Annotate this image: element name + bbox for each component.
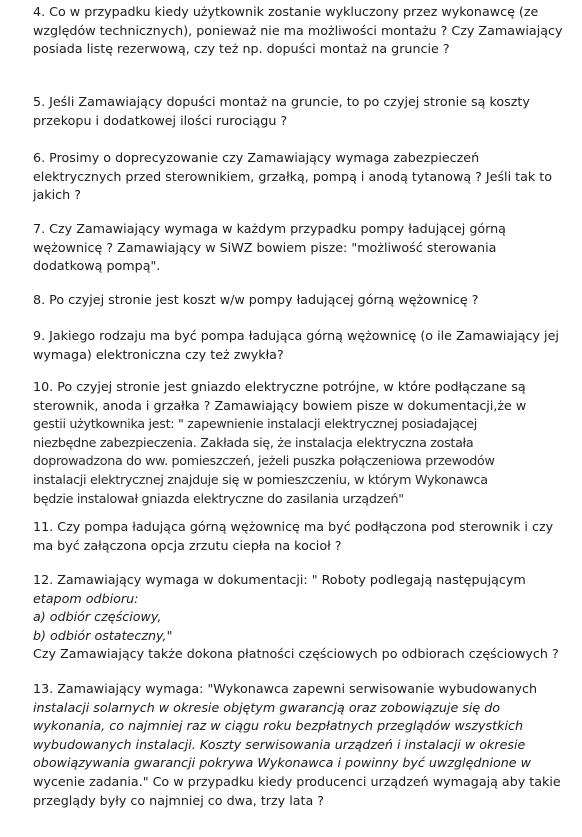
text-line: Czy Zamawiający także dokona płatności częściowych po odbiorach częściowych ? bbox=[33, 646, 559, 662]
text-line: sterownik, anoda i grzałka ? Zamawiający bowiem pisze w dokumentacji,że w bbox=[33, 397, 527, 413]
quoted-text-line: niezbędne zabezpieczenia. Zakłada się, że instalacja elektryczna została bbox=[33, 434, 474, 450]
question-9 bbox=[33, 327, 573, 364]
text-line: elektrycznych przed sterownikiem, grzałką, pompą i anodą tytanową ? Jeśli tak to bbox=[33, 168, 553, 184]
text-line: 8. Po czyjej stronie jest koszt w/w pompy ładującej górną wężownicę ? bbox=[33, 292, 479, 307]
quoted-text-line: instalacji elektrycznej znajduje się w pomieszczeniu, w którym Wykonawca bbox=[33, 471, 488, 487]
text-line: wymaga) elektroniczna czy też zwykła? bbox=[33, 346, 284, 362]
italic-text-line: wykonania, co najmniej raz w ciągu roku bezpłatnych przeglądów wszystkich bbox=[33, 718, 524, 734]
italic-text-line: obowiązywania gwarancji pokrywa Wykonawca i powinny być uwzględnione w bbox=[33, 755, 532, 771]
text-line: 7. Czy Zamawiający wymaga w każdym przypadku pompy ładującej górną bbox=[33, 221, 506, 236]
text-line: jakich ? bbox=[33, 187, 81, 203]
question-8 bbox=[33, 291, 573, 310]
text-line: 11. Czy pompa ładująca górną wężownicę ma być podłączona pod sterownik i czy bbox=[33, 519, 554, 534]
text-line: 5. Jeśli Zamawiający dopuści montaż na gruncie, to po czyjej stronie są koszty bbox=[33, 94, 530, 109]
text-line: 6. Prosimy o doprecyzowanie czy Zamawiający wymaga zabezpieczeń bbox=[33, 150, 480, 165]
italic-text-line: b) odbiór ostateczny," bbox=[33, 627, 173, 643]
text-line: 10. Po czyjej stronie jest gniazdo elektryczne potrójne, w które podłączane są bbox=[33, 379, 526, 394]
text-line: 9. Jakiego rodzaju ma być pompa ładująca górną wężownicę (o ile Zamawiający jej bbox=[33, 328, 559, 343]
italic-text-line: a) odbiór częściowy, bbox=[33, 609, 162, 625]
question-4 bbox=[33, 3, 573, 59]
text-line: przeglądy były co najmniej co dwa, trzy lata ? bbox=[33, 792, 325, 808]
quoted-text-line: gestii użytkownika jest: " zapewnienie instalacji elektrycznej posiadającej bbox=[33, 416, 477, 432]
question-7 bbox=[33, 220, 573, 276]
italic-text-line: wybudowanych instalacji. Koszty serwisowania urządzeń i instalacji w okresie bbox=[33, 736, 526, 752]
text-line bbox=[33, 571, 573, 590]
question-13 bbox=[33, 680, 573, 810]
question-12 bbox=[33, 571, 573, 664]
italic-text-line: etapom odbioru: bbox=[33, 590, 139, 606]
text-line: przekopu i dodatkowej ilości rurociągu ? bbox=[33, 112, 288, 128]
text-line: dodatkową pompą". bbox=[33, 258, 161, 274]
question-11 bbox=[33, 518, 573, 555]
quoted-text-line: doprowadzona do ww. pomieszczeń, jeżeli puszka połączeniowa przewodów bbox=[33, 453, 495, 469]
text-line: 4. Co w przypadku kiedy użytkownik zostanie wykluczony przez wykonawcę (ze bbox=[33, 4, 539, 19]
text-line: 13. Zamawiający wymaga: "Wykonawca zapewni serwisowanie wybudowanych bbox=[33, 681, 538, 696]
italic-text-line: instalacji solarnych w okresie objętym gwarancją oraz zobowiązuje się do bbox=[33, 699, 501, 715]
text-line: posiada listę rezerwową, czy też np. dopuści montaż na gruncie ? bbox=[33, 41, 450, 57]
text-line: ma być załączona opcja zrzutu ciepła na kocioł ? bbox=[33, 537, 342, 553]
text-line: wężownicę ? Zamawiający w SiWZ bowiem pisze: "możliwość sterowania bbox=[33, 239, 497, 255]
text-line: względów technicznych), ponieważ nie ma możliwości montażu ? Czy Zamawiający bbox=[33, 22, 563, 38]
text-line: wycenie zadania." Co w przypadku kiedy producenci urządzeń wymagają aby takie bbox=[33, 773, 561, 789]
quoted-text-line: będzie instalował gniazda elektryczne do zasilania urządzeń" bbox=[33, 490, 404, 506]
question-5 bbox=[33, 93, 573, 130]
question-6 bbox=[33, 149, 573, 205]
question-10 bbox=[33, 378, 573, 508]
question-12-intro: 12. Zamawiający wymaga w dokumentacji: " Roboty podlegają następującym bbox=[33, 572, 526, 587]
